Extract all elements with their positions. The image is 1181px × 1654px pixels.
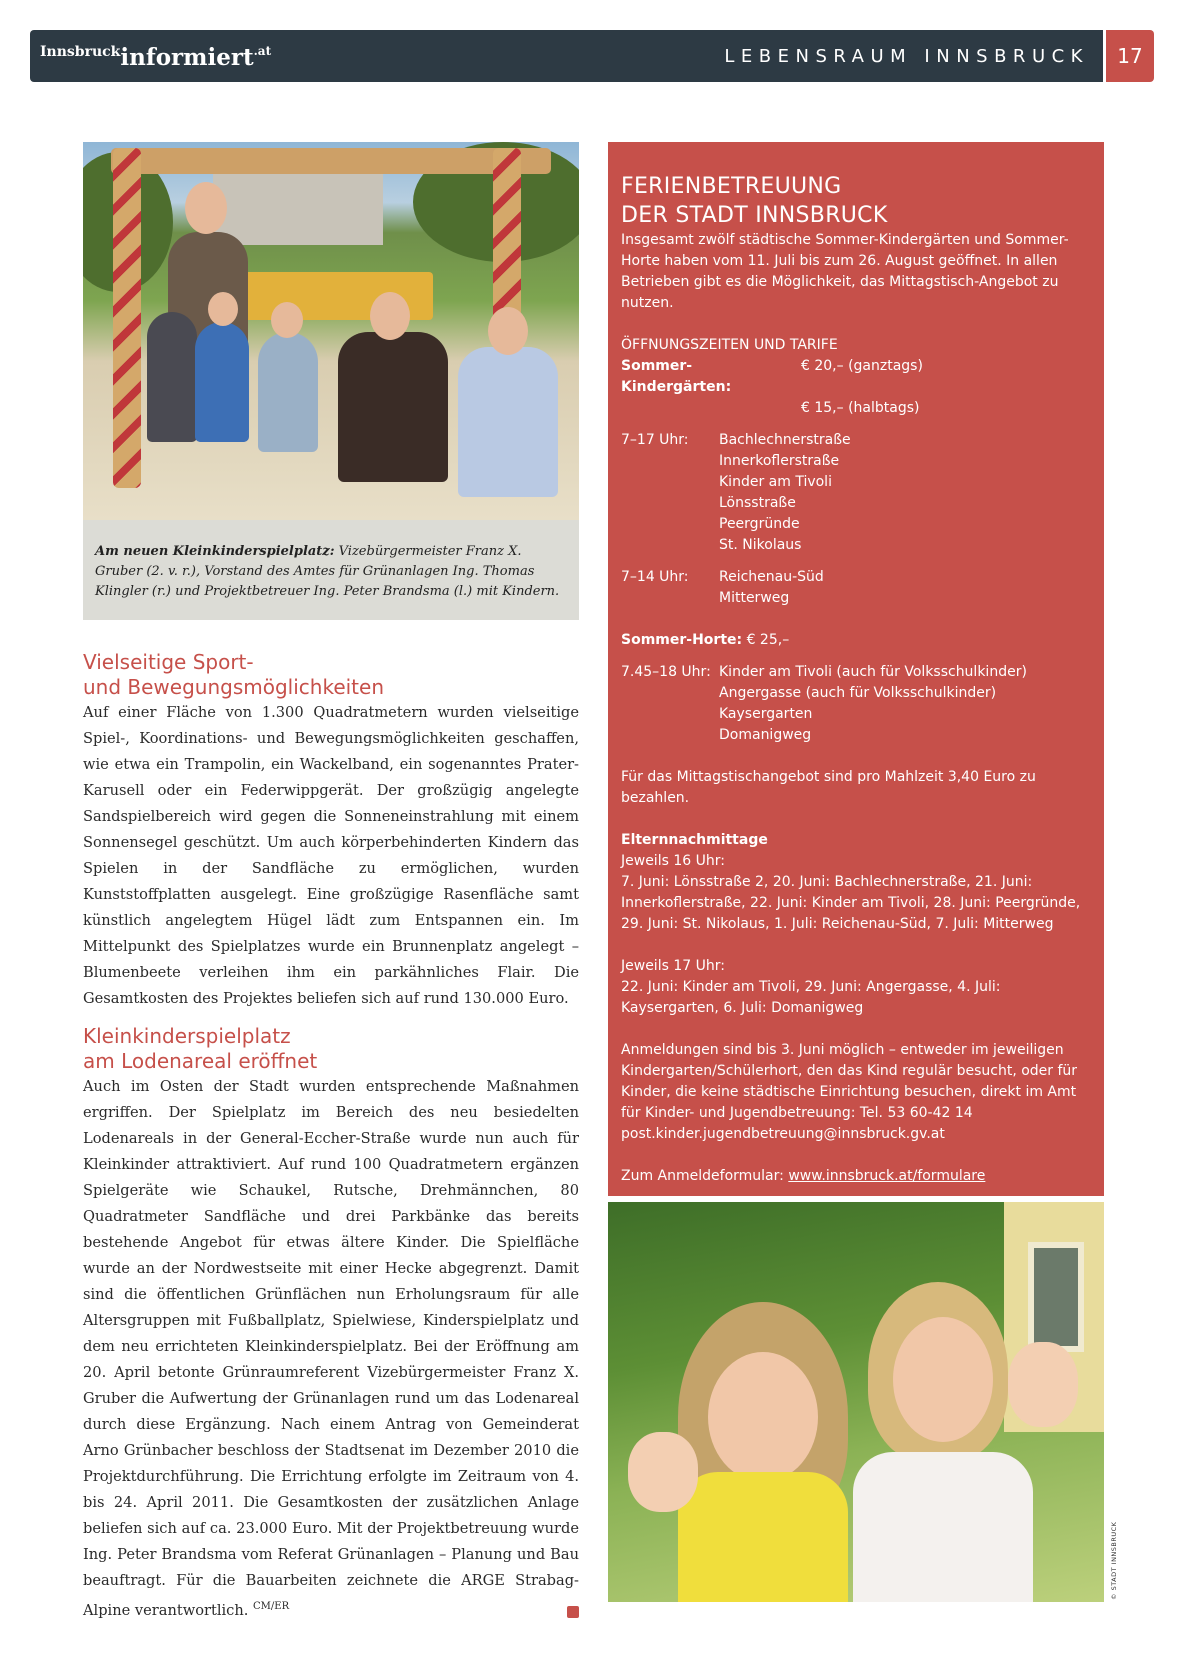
kindergarten-price-row-2 (621, 398, 1092, 419)
article-paragraph-2 (83, 1074, 579, 1624)
parents-17-label: Jeweils 17 Uhr: (621, 958, 725, 974)
heading-2-line-2: am Lodenareal eröffnet (83, 1049, 318, 1073)
kindergarten-price-full: € 20,– (ganztags) (801, 358, 923, 374)
photo-child-hand (628, 1432, 698, 1512)
schedule-time: 7–17 Uhr: (621, 432, 689, 448)
photo-person (338, 332, 448, 482)
parents-16-label: Jeweils 16 Uhr: (621, 853, 725, 869)
place-item: Domanigweg (719, 727, 812, 743)
photo-child-hand (1008, 1342, 1078, 1427)
horte-price: € 25,– (742, 632, 790, 648)
caption-lead: Am neuen Kleinkinderspielplatz: (95, 544, 335, 559)
photo-child-face (893, 1317, 993, 1442)
article-heading-1 (83, 650, 583, 700)
schedule-time: 7.45–18 Uhr: (621, 664, 711, 680)
photo-person-head (185, 182, 227, 234)
playground-photo (83, 142, 579, 520)
infobox-title-line-2: DER STADT INNSBRUCK (621, 203, 888, 228)
place-item: Kinder am Tivoli (719, 474, 832, 490)
swing-post-left (113, 148, 141, 488)
photo-child-shirt (678, 1472, 848, 1602)
schedule-time: 7–14 Uhr: (621, 569, 689, 585)
hours-heading: ÖFFNUNGSZEITEN UND TARIFE (621, 337, 838, 353)
author-initials: CM/ER (253, 1601, 290, 1612)
parents-heading: Elternnachmittage (621, 832, 768, 848)
form-label: Zum Anmeldeformular: (621, 1168, 789, 1184)
place-item: Lönsstraße (719, 495, 796, 511)
place-item: Kinder am Tivoli (auch für Volksschulkinder) (719, 664, 1027, 680)
schedule-places (719, 430, 1092, 556)
kindergarten-price-half: € 15,– (halbtags) (801, 400, 920, 416)
photo-child-shirt (853, 1452, 1033, 1602)
place-item: Kaysergarten (719, 706, 813, 722)
page-number: 17 (1106, 30, 1154, 82)
photo-child (195, 322, 249, 442)
parents-17-text: 22. Juni: Kinder am Tivoli, 29. Juni: Angergasse, 4. Juli: Kaysergarten, 6. Juli: Domanigweg (621, 979, 1001, 1016)
schedule-places (719, 567, 1092, 609)
photo-person-head (488, 307, 528, 355)
photo-child (147, 312, 197, 442)
photo-window (1028, 1242, 1084, 1352)
place-item: Peergründe (719, 516, 800, 532)
place-item: Mitterweg (719, 590, 790, 606)
meal-note: Für das Mittagstischangebot sind pro Mahlzeit 3,40 Euro zu bezahlen. (621, 769, 1036, 806)
section-title: LEBENSRAUM INNSBRUCK (724, 46, 1089, 67)
kindergarten-label: Sommer-Kindergärten: (621, 358, 732, 395)
registration-email[interactable]: post.kinder.jugendbetreuung@innsbruck.gv.at (621, 1126, 945, 1142)
logo-suffix: .at (253, 44, 272, 58)
place-item: Bachlechnerstraße (719, 432, 851, 448)
article-paragraph-1: Auf einer Fläche von 1.300 Quadratmetern wurden vielseitige Spiel-, Koordinations- und Bewegungsmöglichkeiten geschaffen, wie etwa ein Trampolin, ein Wackelband, ein sogenanntes Prater-Karusell oder ein Federwippgerät. Der großzügig angelegte Sandspielbereich wird gegen die Sonneneinstrahlung mit einem Sonnensegel geschützt. Um auch körperbehinderten Kindern das Spielen in der Sandfläche zu ermöglichen, wurden Kunststoffplatten ausgelegt. Eine großzügige Rasenfläche samt künstlich angelegtem Hügel lädt zum Entspannen ein. Im Mittelpunkt des Spielplatzes wurde ein Brunnenplatz angelegt – Blumenbeete verleihen ihm ein parkähnliches Flair. Die Gesamtkosten des Projektes beliefen sich auf rund 130.000 Euro. (83, 704, 579, 1007)
logo-title: informiert (120, 44, 254, 71)
holiday-care-infobox (608, 142, 1104, 1196)
heading-1-line-1: Vielseitige Sport- (83, 650, 254, 674)
infobox-title-line-1: FERIENBETREUUNG (621, 174, 842, 199)
photo-caption (83, 520, 579, 620)
horte-price-row (621, 630, 1092, 651)
swing-beam (111, 148, 551, 174)
registration-text: Anmeldungen sind bis 3. Juni möglich – entweder im jeweiligen Kindergarten/Schülerhort, den das Kind regulär besucht, oder für Kinder, die keine städtische Einrichtung besuchen, direkt im Amt für Kinder- und Jugendbetreuung: Tel. 53 60-42 14 (621, 1042, 1078, 1121)
photo-person-head (370, 292, 410, 340)
form-link[interactable]: www.innsbruck.at/formulare (788, 1168, 986, 1184)
photo-person (458, 347, 558, 497)
photo-child-face (708, 1352, 818, 1482)
children-photo (608, 1202, 1104, 1602)
header-bar (30, 30, 1103, 82)
schedule-row (621, 567, 1092, 609)
caption-text: Vizebürgermeister Franz X. Gruber (2. v. r.), Vorstand des Amtes für Grünanlagen Ing. Thomas Klingler (r.) und Projektbetreuer Ing. Peter Brandsma (l.) mit Kindern. (95, 544, 560, 599)
place-item: Innerkoflerstraße (719, 453, 840, 469)
place-item: Angergasse (auch für Volksschulkinder) (719, 685, 997, 701)
schedule-row (621, 662, 1092, 746)
schedule-places (719, 662, 1092, 746)
schedule-row (621, 430, 1092, 556)
kindergarten-price-row (621, 356, 1092, 398)
article-heading-2 (83, 1024, 583, 1074)
heading-2-line-1: Kleinkinderspielplatz (83, 1024, 291, 1048)
photo-child (258, 332, 318, 452)
form-row (621, 1166, 1092, 1187)
end-mark-icon (567, 1606, 579, 1618)
place-item: Reichenau-Süd (719, 569, 824, 585)
logo-city: Innsbruck (40, 44, 121, 60)
magazine-logo[interactable] (40, 44, 271, 71)
parents-16-text: 7. Juni: Lönsstraße 2, 20. Juni: Bachlechnerstraße, 21. Juni: Innerkoflerstraße, 22. Juni: Kinder am Tivoli, 28. Juni: Peergründe, 29. Juni: St. Nikolaus, 1. Juli: Reichenau-Süd, 7. Juli: Mitterweg (621, 874, 1081, 932)
photo-child-head (208, 292, 238, 326)
place-item: St. Nikolaus (719, 537, 802, 553)
photo-child-head (271, 302, 303, 338)
heading-1-line-2: und Bewegungsmöglichkeiten (83, 675, 385, 699)
infobox-intro: Insgesamt zwölf städtische Sommer-Kindergärten und Sommer-Horte haben vom 11. Juli bis zum 26. August geöffnet. In allen Betrieben gibt es die Möglichkeit, das Mittagstisch-Angebot zu nutzen. (621, 232, 1069, 311)
photo-credit: © STADT INNSBRUCK (1110, 1521, 1118, 1600)
horte-label: Sommer-Horte: (621, 632, 743, 648)
paragraph-2-text: Auch im Osten der Stadt wurden entsprechende Maßnahmen ergriffen. Der Spielplatz im Bereich des neu besiedelten Lodenareals in der General-Eccher-Straße wurde nun auch für Kleinkinder attraktiviert. Auf rund 100 Quadratmetern ergänzen Spielgeräte wie Schaukel, Rutsche, Drehmännchen, 80 Quadratmeter Sandfläche und drei Parkbänke das bereits bestehende Angebot für etwas ältere Kinder. Die Spielfläche wurde an der Nordwestseite mit einer Hecke abgegrenzt. Damit sind die öffentlichen Grünflächen nun Erholungsraum für alle Altersgruppen mit Fußballplatz, Spielwiese, Kinderspielplatz und dem neu errichteten Kleinkinderspielplatz. Bei der Eröffnung am 20. April betonte Grünraumreferent Vizebürgermeister Franz X. Gruber die Aufwertung der Grünanlagen rund um das Lodenareal durch diese Ergänzung. Nach einem Antrag von Gemeinderat Arno Grünbacher beschloss der Stadtsenat im Dezember 2010 die Projektdurchführung. Die Errichtung erfolgte im Zeitraum von 4. bis 24. April 2011. Die Gesamtkosten der zusätzlichen Anlage beliefen sich auf ca. 23.000 Euro. Mit der Projektbetreuung wurde Ing. Peter Brandsma vom Referat Grünanlagen – Planung und Bau beauftragt. Für die Bauarbeiten zeichnete die ARGE Strabag-Alpine verantwortlich. (83, 1078, 579, 1619)
